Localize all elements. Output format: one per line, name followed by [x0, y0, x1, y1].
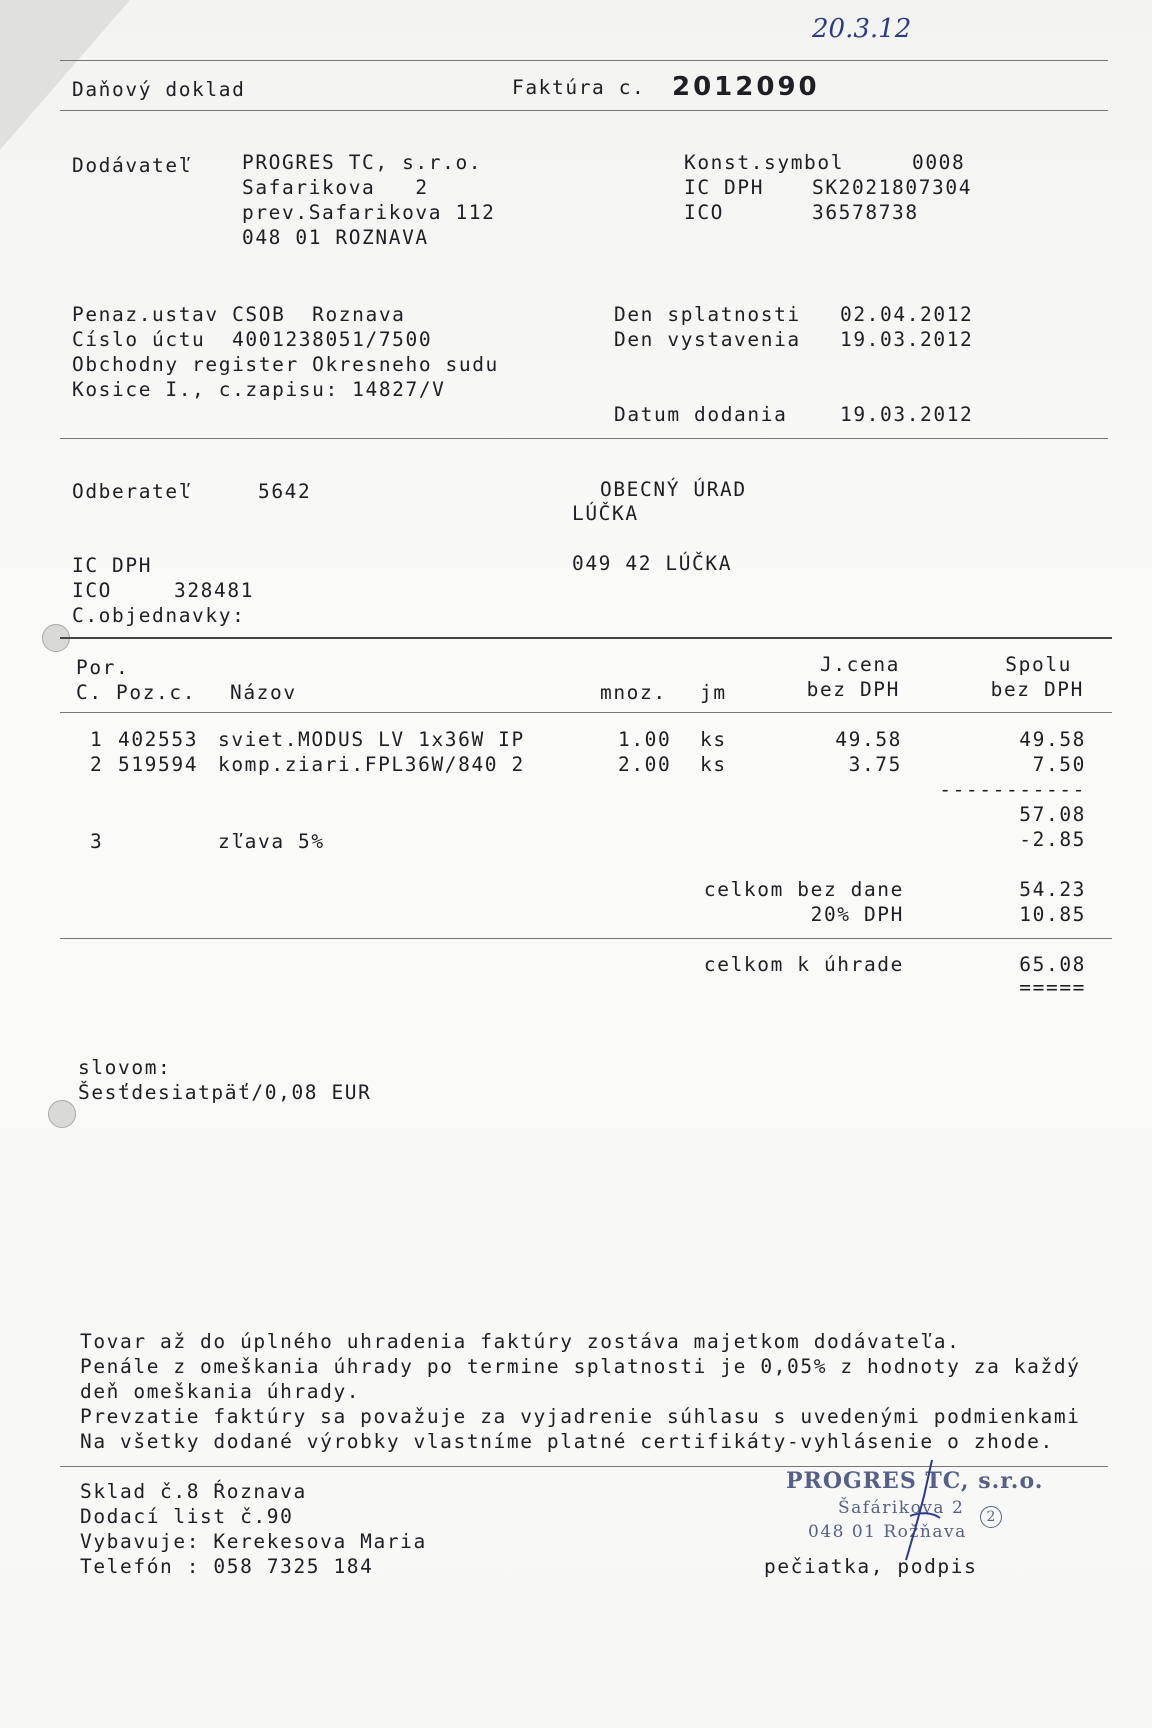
row-nazov: komp.ziari.FPL36W/840 2 — [218, 753, 525, 776]
customer-name-2: LÚČKA — [572, 502, 639, 525]
customer-label: Odberateľ — [72, 480, 193, 503]
customer-icdph-label: IC DPH — [72, 554, 153, 577]
subtotal-dashes: ----------- — [939, 778, 1086, 801]
konst-symbol-value: 0008 — [912, 151, 966, 174]
row-spolu: 7.50 — [1032, 753, 1086, 776]
divider-table-top — [60, 637, 1112, 639]
discount-por: 3 — [90, 830, 104, 853]
supplier-name: PROGRES TC, s.r.o. — [242, 151, 483, 174]
register-line-1: Obchodny register Okresneho sudu — [72, 353, 499, 376]
net-total-value: 54.23 — [1019, 878, 1086, 901]
delivery-note: Dodací list č.90 — [80, 1505, 294, 1528]
customer-name: OBECNÝ ÚRAD — [600, 478, 747, 501]
row-mnoz: 1.00 — [618, 728, 672, 751]
stamp-city: 048 01 Rožňava — [808, 1522, 967, 1542]
folded-corner — [0, 0, 130, 150]
header-spolu: Spolu — [1005, 653, 1072, 676]
grand-total-underline: ===== — [1019, 976, 1086, 999]
punch-hole-bottom — [48, 1100, 76, 1128]
grand-total-value: 65.08 — [1019, 953, 1086, 976]
supplier-street: Safarikova 2 — [242, 176, 429, 199]
supplier-icdph-value: SK2021807304 — [812, 176, 973, 199]
header-c-poz: C. Poz.c. — [76, 681, 197, 704]
discount-label: zľava 5% — [218, 830, 325, 853]
row-jcena: 49.58 — [835, 728, 902, 751]
supplier-icdph-label: IC DPH — [684, 176, 765, 199]
vat-value: 10.85 — [1019, 903, 1086, 926]
terms-line-5: Na všetky dodané výrobky vlastníme platné certifikáty-vyhlásenie o zhode. — [80, 1430, 1054, 1453]
divider-top — [60, 60, 1108, 61]
due-date-label: Den splatnosti — [614, 303, 801, 326]
issue-date-label: Den vystavenia — [614, 328, 801, 351]
customer-ico-value: 328481 — [174, 579, 255, 602]
supplier-branch: prev.Safarikova 112 — [242, 201, 496, 224]
divider-footer — [60, 1466, 1108, 1467]
terms-line-1: Tovar až do úplného uhradenia faktúry zostáva majetkom dodávateľa. — [80, 1330, 961, 1353]
supplier-label: Dodávateľ — [72, 154, 193, 177]
customer-address: 049 42 LÚČKA — [572, 552, 733, 575]
divider-header — [60, 110, 1108, 111]
order-number-label: C.objednavky: — [72, 604, 246, 627]
stamp-street: Šafárikova 2 — [838, 1498, 965, 1518]
grand-total-label: celkom k úhrade — [703, 953, 904, 976]
row-poz: 402553 — [118, 728, 199, 751]
header-por: Por. — [76, 656, 130, 679]
row-mnoz: 2.00 — [618, 753, 672, 776]
supplier-ico-label: ICO — [684, 201, 725, 224]
row-jcena: 3.75 — [848, 753, 902, 776]
row-jm: ks — [700, 753, 727, 776]
header-jcena: J.cena — [819, 653, 900, 676]
stamp-company: PROGRES TC, s.r.o. — [786, 1468, 1044, 1494]
invoice-number: 2012090 — [672, 72, 820, 102]
phone: Telefón : 058 7325 184 — [80, 1555, 374, 1578]
warehouse: Sklad č.8 Ŕoznava — [80, 1480, 307, 1503]
invoice-label: Faktúra c. — [512, 76, 646, 99]
issued-by: Vybavuje: Kerekesova Maria — [80, 1530, 427, 1553]
delivery-date-value: 19.03.2012 — [840, 403, 974, 426]
issue-date-value: 19.03.2012 — [840, 328, 974, 351]
row-spolu: 49.58 — [1019, 728, 1086, 751]
document-type: Daňový doklad — [72, 78, 246, 101]
divider-table-header — [60, 712, 1112, 713]
header-mnoz: mnoz. — [600, 681, 667, 704]
header-nazov: Názov — [230, 681, 297, 704]
terms-line-4: Prevzatie faktúry sa považuje za vyjadrenie súhlasu s uvedenými podmienkami — [80, 1405, 1081, 1428]
amount-words-value: Šesťdesiatpäť/0,08 EUR — [78, 1081, 372, 1104]
net-total-label: celkom bez dane — [703, 878, 904, 901]
row-por: 2 — [90, 753, 104, 776]
header-jm: jm — [700, 681, 727, 704]
supplier-ico-value: 36578738 — [812, 201, 919, 224]
row-jm: ks — [700, 728, 727, 751]
amount-words-label: slovom: — [78, 1056, 172, 1079]
header-jcena-bez-dph: bez DPH — [806, 678, 900, 701]
due-date-value: 02.04.2012 — [840, 303, 974, 326]
konst-symbol-label: Konst.symbol — [684, 151, 845, 174]
supplier-city: 048 01 ROZNAVA — [242, 226, 429, 249]
discount-value: -2.85 — [1019, 828, 1086, 851]
divider-total — [60, 938, 1112, 939]
customer-number: 5642 — [258, 480, 312, 503]
signature-label: pečiatka, podpis — [764, 1555, 978, 1578]
row-poz: 519594 — [118, 753, 199, 776]
divider-customer — [60, 438, 1108, 439]
vat-label: 20% DPH — [810, 903, 904, 926]
terms-line-2: Penále z omeškania úhrady po termine splatnosti je 0,05% z hodnoty za každý — [80, 1355, 1081, 1378]
bank-name: Penaz.ustav CSOB Roznava — [72, 303, 406, 326]
stamp-number: 2 — [980, 1506, 1002, 1528]
delivery-date-label: Datum dodania — [614, 403, 788, 426]
terms-line-3: deň omeškania úhrady. — [80, 1380, 361, 1403]
customer-ico-label: ICO — [72, 579, 113, 602]
register-line-2: Kosice I., c.zapisu: 14827/V — [72, 378, 446, 401]
subtotal-value: 57.08 — [1019, 803, 1086, 826]
handwritten-date: 20.3.12 — [812, 14, 912, 44]
row-por: 1 — [90, 728, 104, 751]
header-spolu-bez-dph: bez DPH — [990, 678, 1084, 701]
row-nazov: sviet.MODUS LV 1x36W IP — [218, 728, 525, 751]
account-number: Císlo úctu 4001238051/7500 — [72, 328, 433, 351]
